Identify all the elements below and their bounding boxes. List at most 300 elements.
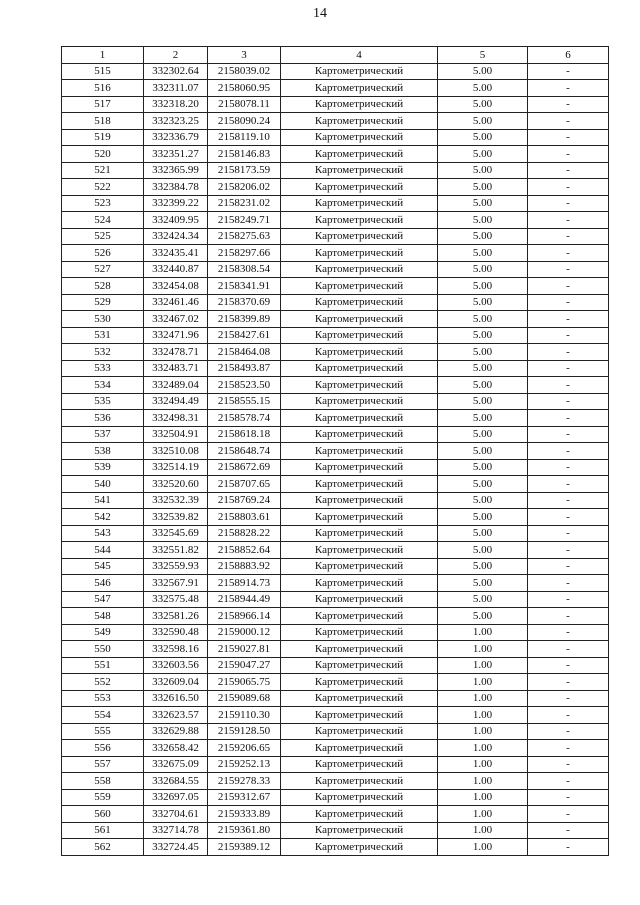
accuracy-cell: 5.00 xyxy=(438,377,528,394)
method-cell: Картометрический xyxy=(281,162,438,179)
note-cell: - xyxy=(528,278,609,295)
accuracy-cell: 5.00 xyxy=(438,146,528,163)
accuracy-cell: 5.00 xyxy=(438,575,528,592)
y-coordinate-cell: 2158883.92 xyxy=(208,558,281,575)
method-cell: Картометрический xyxy=(281,327,438,344)
method-cell: Картометрический xyxy=(281,608,438,625)
table-row xyxy=(62,80,609,97)
y-coordinate-cell: 2158523.50 xyxy=(208,377,281,394)
point-number-cell: 524 xyxy=(62,212,144,229)
method-cell: Картометрический xyxy=(281,806,438,823)
point-number-cell: 562 xyxy=(62,839,144,856)
y-coordinate-cell: 2158852.64 xyxy=(208,542,281,559)
accuracy-cell: 5.00 xyxy=(438,261,528,278)
note-cell: - xyxy=(528,674,609,691)
point-number-cell: 543 xyxy=(62,525,144,542)
table-row xyxy=(62,558,609,575)
method-cell: Картометрический xyxy=(281,756,438,773)
method-cell: Картометрический xyxy=(281,294,438,311)
note-cell: - xyxy=(528,360,609,377)
note-cell: - xyxy=(528,377,609,394)
x-coordinate-cell: 332714.78 xyxy=(144,822,208,839)
point-number-cell: 549 xyxy=(62,624,144,641)
y-coordinate-cell: 2158944.49 xyxy=(208,591,281,608)
x-coordinate-cell: 332351.27 xyxy=(144,146,208,163)
point-number-cell: 559 xyxy=(62,789,144,806)
note-cell: - xyxy=(528,492,609,509)
x-coordinate-cell: 332440.87 xyxy=(144,261,208,278)
y-coordinate-cell: 2158146.83 xyxy=(208,146,281,163)
table-row xyxy=(62,129,609,146)
y-coordinate-cell: 2159252.13 xyxy=(208,756,281,773)
note-cell: - xyxy=(528,344,609,361)
y-coordinate-cell: 2158078.11 xyxy=(208,96,281,113)
method-cell: Картометрический xyxy=(281,129,438,146)
method-cell: Картометрический xyxy=(281,476,438,493)
table-row xyxy=(62,410,609,427)
table-row xyxy=(62,657,609,674)
method-cell: Картометрический xyxy=(281,179,438,196)
method-cell: Картометрический xyxy=(281,789,438,806)
point-number-cell: 558 xyxy=(62,773,144,790)
table-row xyxy=(62,575,609,592)
accuracy-cell: 5.00 xyxy=(438,608,528,625)
method-cell: Картометрический xyxy=(281,674,438,691)
y-coordinate-cell: 2159000.12 xyxy=(208,624,281,641)
accuracy-cell: 5.00 xyxy=(438,344,528,361)
accuracy-cell: 5.00 xyxy=(438,80,528,97)
accuracy-cell: 5.00 xyxy=(438,228,528,245)
method-cell: Картометрический xyxy=(281,443,438,460)
x-coordinate-cell: 332454.08 xyxy=(144,278,208,295)
note-cell: - xyxy=(528,542,609,559)
accuracy-cell: 5.00 xyxy=(438,591,528,608)
y-coordinate-cell: 2159361.80 xyxy=(208,822,281,839)
point-number-cell: 536 xyxy=(62,410,144,427)
note-cell: - xyxy=(528,690,609,707)
method-cell: Картометрический xyxy=(281,113,438,130)
accuracy-cell: 5.00 xyxy=(438,327,528,344)
y-coordinate-cell: 2159312.67 xyxy=(208,789,281,806)
accuracy-cell: 1.00 xyxy=(438,773,528,790)
table-row xyxy=(62,228,609,245)
point-number-cell: 517 xyxy=(62,96,144,113)
accuracy-cell: 1.00 xyxy=(438,839,528,856)
method-cell: Картометрический xyxy=(281,525,438,542)
table-row xyxy=(62,756,609,773)
method-cell: Картометрический xyxy=(281,311,438,328)
y-coordinate-cell: 2158769.24 xyxy=(208,492,281,509)
x-coordinate-cell: 332616.50 xyxy=(144,690,208,707)
point-number-cell: 545 xyxy=(62,558,144,575)
accuracy-cell: 5.00 xyxy=(438,162,528,179)
note-cell: - xyxy=(528,723,609,740)
x-coordinate-cell: 332384.78 xyxy=(144,179,208,196)
accuracy-cell: 1.00 xyxy=(438,657,528,674)
accuracy-cell: 1.00 xyxy=(438,723,528,740)
point-number-cell: 555 xyxy=(62,723,144,740)
column-header: 6 xyxy=(528,47,609,64)
note-cell: - xyxy=(528,393,609,410)
x-coordinate-cell: 332675.09 xyxy=(144,756,208,773)
x-coordinate-cell: 332581.26 xyxy=(144,608,208,625)
point-number-cell: 546 xyxy=(62,575,144,592)
method-cell: Картометрический xyxy=(281,657,438,674)
point-number-cell: 544 xyxy=(62,542,144,559)
accuracy-cell: 5.00 xyxy=(438,410,528,427)
accuracy-cell: 5.00 xyxy=(438,558,528,575)
note-cell: - xyxy=(528,80,609,97)
x-coordinate-cell: 332697.05 xyxy=(144,789,208,806)
method-cell: Картометрический xyxy=(281,377,438,394)
table-row xyxy=(62,459,609,476)
y-coordinate-cell: 2158231.02 xyxy=(208,195,281,212)
table-row xyxy=(62,146,609,163)
note-cell: - xyxy=(528,129,609,146)
coordinates-table xyxy=(61,46,609,856)
y-coordinate-cell: 2158464.08 xyxy=(208,344,281,361)
column-header: 4 xyxy=(281,47,438,64)
point-number-cell: 548 xyxy=(62,608,144,625)
x-coordinate-cell: 332520.60 xyxy=(144,476,208,493)
x-coordinate-cell: 332590.48 xyxy=(144,624,208,641)
point-number-cell: 531 xyxy=(62,327,144,344)
point-number-cell: 556 xyxy=(62,740,144,757)
table-body xyxy=(62,63,609,855)
method-cell: Картометрический xyxy=(281,426,438,443)
accuracy-cell: 5.00 xyxy=(438,311,528,328)
y-coordinate-cell: 2159110.30 xyxy=(208,707,281,724)
point-number-cell: 519 xyxy=(62,129,144,146)
y-coordinate-cell: 2158618.18 xyxy=(208,426,281,443)
x-coordinate-cell: 332467.02 xyxy=(144,311,208,328)
note-cell: - xyxy=(528,773,609,790)
note-cell: - xyxy=(528,624,609,641)
method-cell: Картометрический xyxy=(281,80,438,97)
note-cell: - xyxy=(528,657,609,674)
y-coordinate-cell: 2158803.61 xyxy=(208,509,281,526)
table-row xyxy=(62,542,609,559)
accuracy-cell: 5.00 xyxy=(438,63,528,80)
table-row xyxy=(62,773,609,790)
x-coordinate-cell: 332539.82 xyxy=(144,509,208,526)
table-row xyxy=(62,822,609,839)
table-row xyxy=(62,179,609,196)
point-number-cell: 557 xyxy=(62,756,144,773)
page-number: 14 xyxy=(313,6,327,21)
table-row xyxy=(62,278,609,295)
y-coordinate-cell: 2159389.12 xyxy=(208,839,281,856)
x-coordinate-cell: 332409.95 xyxy=(144,212,208,229)
y-coordinate-cell: 2158555.15 xyxy=(208,393,281,410)
method-cell: Картометрический xyxy=(281,575,438,592)
y-coordinate-cell: 2158707.65 xyxy=(208,476,281,493)
table-row xyxy=(62,245,609,262)
column-header: 2 xyxy=(144,47,208,64)
method-cell: Картометрический xyxy=(281,410,438,427)
point-number-cell: 528 xyxy=(62,278,144,295)
table-row xyxy=(62,261,609,278)
note-cell: - xyxy=(528,146,609,163)
point-number-cell: 551 xyxy=(62,657,144,674)
x-coordinate-cell: 332514.19 xyxy=(144,459,208,476)
note-cell: - xyxy=(528,63,609,80)
y-coordinate-cell: 2158119.10 xyxy=(208,129,281,146)
table-row xyxy=(62,641,609,658)
table-row xyxy=(62,377,609,394)
method-cell: Картометрический xyxy=(281,96,438,113)
method-cell: Картометрический xyxy=(281,195,438,212)
method-cell: Картометрический xyxy=(281,740,438,757)
table-row xyxy=(62,624,609,641)
table-header-row xyxy=(62,47,609,64)
accuracy-cell: 5.00 xyxy=(438,492,528,509)
note-cell: - xyxy=(528,476,609,493)
point-number-cell: 532 xyxy=(62,344,144,361)
accuracy-cell: 5.00 xyxy=(438,179,528,196)
note-cell: - xyxy=(528,740,609,757)
x-coordinate-cell: 332704.61 xyxy=(144,806,208,823)
accuracy-cell: 5.00 xyxy=(438,426,528,443)
method-cell: Картометрический xyxy=(281,360,438,377)
table-row xyxy=(62,294,609,311)
note-cell: - xyxy=(528,245,609,262)
y-coordinate-cell: 2158578.74 xyxy=(208,410,281,427)
x-coordinate-cell: 332399.22 xyxy=(144,195,208,212)
y-coordinate-cell: 2159065.75 xyxy=(208,674,281,691)
y-coordinate-cell: 2158370.69 xyxy=(208,294,281,311)
note-cell: - xyxy=(528,525,609,542)
table-row xyxy=(62,723,609,740)
table-row xyxy=(62,393,609,410)
method-cell: Картометрический xyxy=(281,278,438,295)
note-cell: - xyxy=(528,839,609,856)
method-cell: Картометрический xyxy=(281,509,438,526)
note-cell: - xyxy=(528,591,609,608)
accuracy-cell: 1.00 xyxy=(438,674,528,691)
y-coordinate-cell: 2158672.69 xyxy=(208,459,281,476)
x-coordinate-cell: 332365.99 xyxy=(144,162,208,179)
table-row xyxy=(62,789,609,806)
point-number-cell: 534 xyxy=(62,377,144,394)
note-cell: - xyxy=(528,212,609,229)
note-cell: - xyxy=(528,162,609,179)
x-coordinate-cell: 332510.08 xyxy=(144,443,208,460)
point-number-cell: 547 xyxy=(62,591,144,608)
x-coordinate-cell: 332567.91 xyxy=(144,575,208,592)
x-coordinate-cell: 332424.34 xyxy=(144,228,208,245)
method-cell: Картометрический xyxy=(281,707,438,724)
method-cell: Картометрический xyxy=(281,492,438,509)
note-cell: - xyxy=(528,426,609,443)
x-coordinate-cell: 332478.71 xyxy=(144,344,208,361)
accuracy-cell: 1.00 xyxy=(438,641,528,658)
note-cell: - xyxy=(528,113,609,130)
method-cell: Картометрический xyxy=(281,641,438,658)
method-cell: Картометрический xyxy=(281,212,438,229)
x-coordinate-cell: 332504.91 xyxy=(144,426,208,443)
x-coordinate-cell: 332494.49 xyxy=(144,393,208,410)
note-cell: - xyxy=(528,96,609,113)
x-coordinate-cell: 332498.31 xyxy=(144,410,208,427)
note-cell: - xyxy=(528,806,609,823)
accuracy-cell: 5.00 xyxy=(438,360,528,377)
table-row xyxy=(62,707,609,724)
x-coordinate-cell: 332603.56 xyxy=(144,657,208,674)
table-row xyxy=(62,344,609,361)
accuracy-cell: 5.00 xyxy=(438,212,528,229)
accuracy-cell: 5.00 xyxy=(438,459,528,476)
x-coordinate-cell: 332559.93 xyxy=(144,558,208,575)
accuracy-cell: 5.00 xyxy=(438,96,528,113)
accuracy-cell: 5.00 xyxy=(438,525,528,542)
x-coordinate-cell: 332336.79 xyxy=(144,129,208,146)
y-coordinate-cell: 2158966.14 xyxy=(208,608,281,625)
y-coordinate-cell: 2158648.74 xyxy=(208,443,281,460)
method-cell: Картометрический xyxy=(281,459,438,476)
method-cell: Картометрический xyxy=(281,690,438,707)
x-coordinate-cell: 332623.57 xyxy=(144,707,208,724)
point-number-cell: 520 xyxy=(62,146,144,163)
x-coordinate-cell: 332318.20 xyxy=(144,96,208,113)
point-number-cell: 540 xyxy=(62,476,144,493)
point-number-cell: 539 xyxy=(62,459,144,476)
accuracy-cell: 5.00 xyxy=(438,443,528,460)
point-number-cell: 542 xyxy=(62,509,144,526)
note-cell: - xyxy=(528,459,609,476)
point-number-cell: 518 xyxy=(62,113,144,130)
y-coordinate-cell: 2159128.50 xyxy=(208,723,281,740)
accuracy-cell: 5.00 xyxy=(438,113,528,130)
y-coordinate-cell: 2158341.91 xyxy=(208,278,281,295)
x-coordinate-cell: 332302.64 xyxy=(144,63,208,80)
point-number-cell: 561 xyxy=(62,822,144,839)
table-row xyxy=(62,113,609,130)
accuracy-cell: 1.00 xyxy=(438,707,528,724)
point-number-cell: 553 xyxy=(62,690,144,707)
y-coordinate-cell: 2158173.59 xyxy=(208,162,281,179)
method-cell: Картометрический xyxy=(281,723,438,740)
point-number-cell: 538 xyxy=(62,443,144,460)
accuracy-cell: 1.00 xyxy=(438,806,528,823)
method-cell: Картометрический xyxy=(281,393,438,410)
method-cell: Картометрический xyxy=(281,228,438,245)
point-number-cell: 525 xyxy=(62,228,144,245)
method-cell: Картометрический xyxy=(281,63,438,80)
x-coordinate-cell: 332598.16 xyxy=(144,641,208,658)
x-coordinate-cell: 332575.48 xyxy=(144,591,208,608)
point-number-cell: 552 xyxy=(62,674,144,691)
point-number-cell: 526 xyxy=(62,245,144,262)
point-number-cell: 537 xyxy=(62,426,144,443)
table-row xyxy=(62,525,609,542)
x-coordinate-cell: 332532.39 xyxy=(144,492,208,509)
table-row xyxy=(62,476,609,493)
accuracy-cell: 5.00 xyxy=(438,509,528,526)
table-row xyxy=(62,426,609,443)
method-cell: Картометрический xyxy=(281,261,438,278)
accuracy-cell: 5.00 xyxy=(438,195,528,212)
note-cell: - xyxy=(528,261,609,278)
table-row xyxy=(62,96,609,113)
y-coordinate-cell: 2158308.54 xyxy=(208,261,281,278)
point-number-cell: 541 xyxy=(62,492,144,509)
y-coordinate-cell: 2158297.66 xyxy=(208,245,281,262)
accuracy-cell: 5.00 xyxy=(438,476,528,493)
y-coordinate-cell: 2159027.81 xyxy=(208,641,281,658)
x-coordinate-cell: 332684.55 xyxy=(144,773,208,790)
table-row xyxy=(62,360,609,377)
x-coordinate-cell: 332461.46 xyxy=(144,294,208,311)
method-cell: Картометрический xyxy=(281,558,438,575)
note-cell: - xyxy=(528,195,609,212)
method-cell: Картометрический xyxy=(281,591,438,608)
x-coordinate-cell: 332551.82 xyxy=(144,542,208,559)
y-coordinate-cell: 2159278.33 xyxy=(208,773,281,790)
note-cell: - xyxy=(528,822,609,839)
table-row xyxy=(62,608,609,625)
point-number-cell: 529 xyxy=(62,294,144,311)
y-coordinate-cell: 2158828.22 xyxy=(208,525,281,542)
table-row xyxy=(62,492,609,509)
point-number-cell: 535 xyxy=(62,393,144,410)
x-coordinate-cell: 332471.96 xyxy=(144,327,208,344)
accuracy-cell: 1.00 xyxy=(438,756,528,773)
point-number-cell: 522 xyxy=(62,179,144,196)
x-coordinate-cell: 332609.04 xyxy=(144,674,208,691)
accuracy-cell: 5.00 xyxy=(438,542,528,559)
y-coordinate-cell: 2158060.95 xyxy=(208,80,281,97)
x-coordinate-cell: 332629.88 xyxy=(144,723,208,740)
y-coordinate-cell: 2158427.61 xyxy=(208,327,281,344)
accuracy-cell: 1.00 xyxy=(438,624,528,641)
note-cell: - xyxy=(528,558,609,575)
column-header: 5 xyxy=(438,47,528,64)
y-coordinate-cell: 2159206.65 xyxy=(208,740,281,757)
accuracy-cell: 1.00 xyxy=(438,822,528,839)
point-number-cell: 527 xyxy=(62,261,144,278)
table-row xyxy=(62,690,609,707)
note-cell: - xyxy=(528,707,609,724)
note-cell: - xyxy=(528,756,609,773)
point-number-cell: 554 xyxy=(62,707,144,724)
y-coordinate-cell: 2158914.73 xyxy=(208,575,281,592)
point-number-cell: 560 xyxy=(62,806,144,823)
point-number-cell: 530 xyxy=(62,311,144,328)
table-row xyxy=(62,509,609,526)
note-cell: - xyxy=(528,641,609,658)
y-coordinate-cell: 2158493.87 xyxy=(208,360,281,377)
x-coordinate-cell: 332311.07 xyxy=(144,80,208,97)
y-coordinate-cell: 2159047.27 xyxy=(208,657,281,674)
note-cell: - xyxy=(528,608,609,625)
table-row xyxy=(62,212,609,229)
method-cell: Картометрический xyxy=(281,344,438,361)
method-cell: Картометрический xyxy=(281,773,438,790)
method-cell: Картометрический xyxy=(281,624,438,641)
y-coordinate-cell: 2159333.89 xyxy=(208,806,281,823)
accuracy-cell: 1.00 xyxy=(438,690,528,707)
accuracy-cell: 1.00 xyxy=(438,740,528,757)
y-coordinate-cell: 2158275.63 xyxy=(208,228,281,245)
point-number-cell: 516 xyxy=(62,80,144,97)
point-number-cell: 550 xyxy=(62,641,144,658)
table-row xyxy=(62,740,609,757)
method-cell: Картометрический xyxy=(281,542,438,559)
note-cell: - xyxy=(528,228,609,245)
y-coordinate-cell: 2158249.71 xyxy=(208,212,281,229)
table-row xyxy=(62,839,609,856)
